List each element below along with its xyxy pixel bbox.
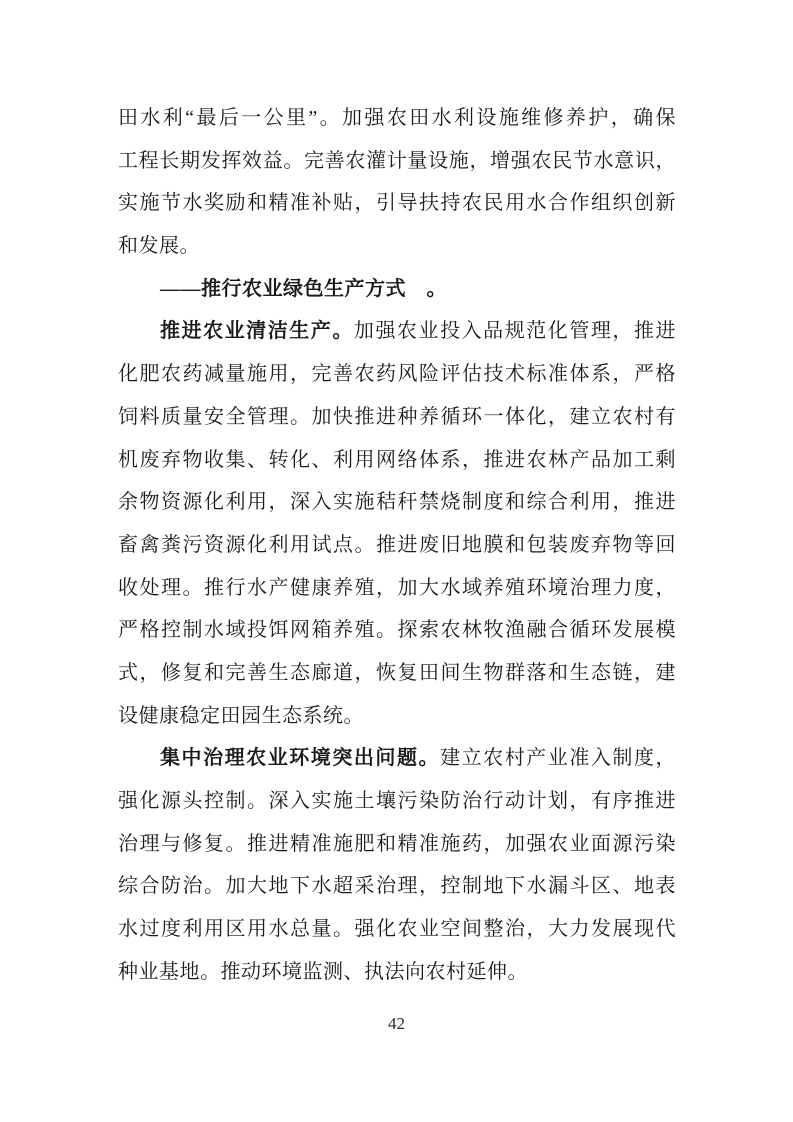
text-run: 工程长期发挥效益。完善农灌计量设施，增强农民节水意识， [118,149,676,172]
document-body [118,97,676,993]
text-line [118,908,676,951]
bold-text-run: ——推行农业绿色生产方式 。 [160,277,447,300]
bold-text-run: 推进农业清洁生产。 [160,320,354,343]
text-run: 式，修复和完善生态廊道，恢复田间生物群落和生态链，建 [118,661,676,684]
text-line [118,823,676,866]
text-line [118,140,676,183]
text-line [118,310,676,353]
text-line [118,353,676,396]
text-line [118,524,676,567]
text-run: 实施节水奖励和精准补贴，引导扶持农民用水合作组织创新 [118,192,676,215]
text-run: 加强农业投入品规范化管理，推进 [353,320,676,343]
page-number: 42 [388,1014,405,1033]
text-line [118,268,676,311]
text-run: 收处理。推行水产健康养殖，加大水域养殖环境治理力度， [118,576,676,599]
text-line [118,695,676,738]
text-run: 水过度利用区用水总量。强化农业空间整治，大力发展现代 [118,918,676,941]
text-run: 综合防治。加大地下水超采治理，控制地下水漏斗区、地表 [118,875,676,898]
para-clean-production [118,310,676,737]
text-line [118,225,676,268]
text-run: 余物资源化利用，深入实施秸秆禁烧制度和综合利用，推进 [118,491,676,514]
heading-green-production-mode [118,268,676,311]
text-line [118,951,676,994]
text-run: 设健康稳定田园生态系统。 [118,704,364,727]
bold-text-run: 集中治理农业环境突出问题。 [160,747,441,770]
text-run: 严格控制水域投饵网箱养殖。探索农林牧渔融合循环发展模 [118,619,676,642]
text-run: 和发展。 [118,235,200,258]
text-line [118,396,676,439]
para-environment-problems [118,737,676,993]
text-line [118,737,676,780]
text-line [118,567,676,610]
text-line [118,652,676,695]
text-run: 机废弃物收集、转化、利用网络体系，推进农林产品加工剩 [118,448,676,471]
para-irrigation-continuation [118,97,676,268]
text-line [118,780,676,823]
text-run: 化肥农药减量施用，完善农药风险评估技术标准体系，严格 [118,363,676,386]
text-line [118,865,676,908]
text-run: 田水利“最后一公里”。加强农田水利设施维修养护，确保 [118,107,676,129]
text-run: 畜禽粪污资源化利用试点。推进废旧地膜和包装废弃物等回 [118,533,676,556]
text-line [118,609,676,652]
text-line [118,182,676,225]
text-line [118,97,676,140]
text-run: 饲料质量安全管理。加快推进种养循环一体化，建立农村有 [118,405,676,428]
text-line [118,481,676,524]
text-run: 治理与修复。推进精准施肥和精准施药，加强农业面源污染 [118,832,676,855]
text-line [118,439,676,482]
text-run: 种业基地。推动环境监测、执法向农村延伸。 [118,960,528,983]
text-run: 建立农村产业准入制度， [440,747,676,770]
text-run: 强化源头控制。深入实施土壤污染防治行动计划，有序推进 [118,790,676,812]
